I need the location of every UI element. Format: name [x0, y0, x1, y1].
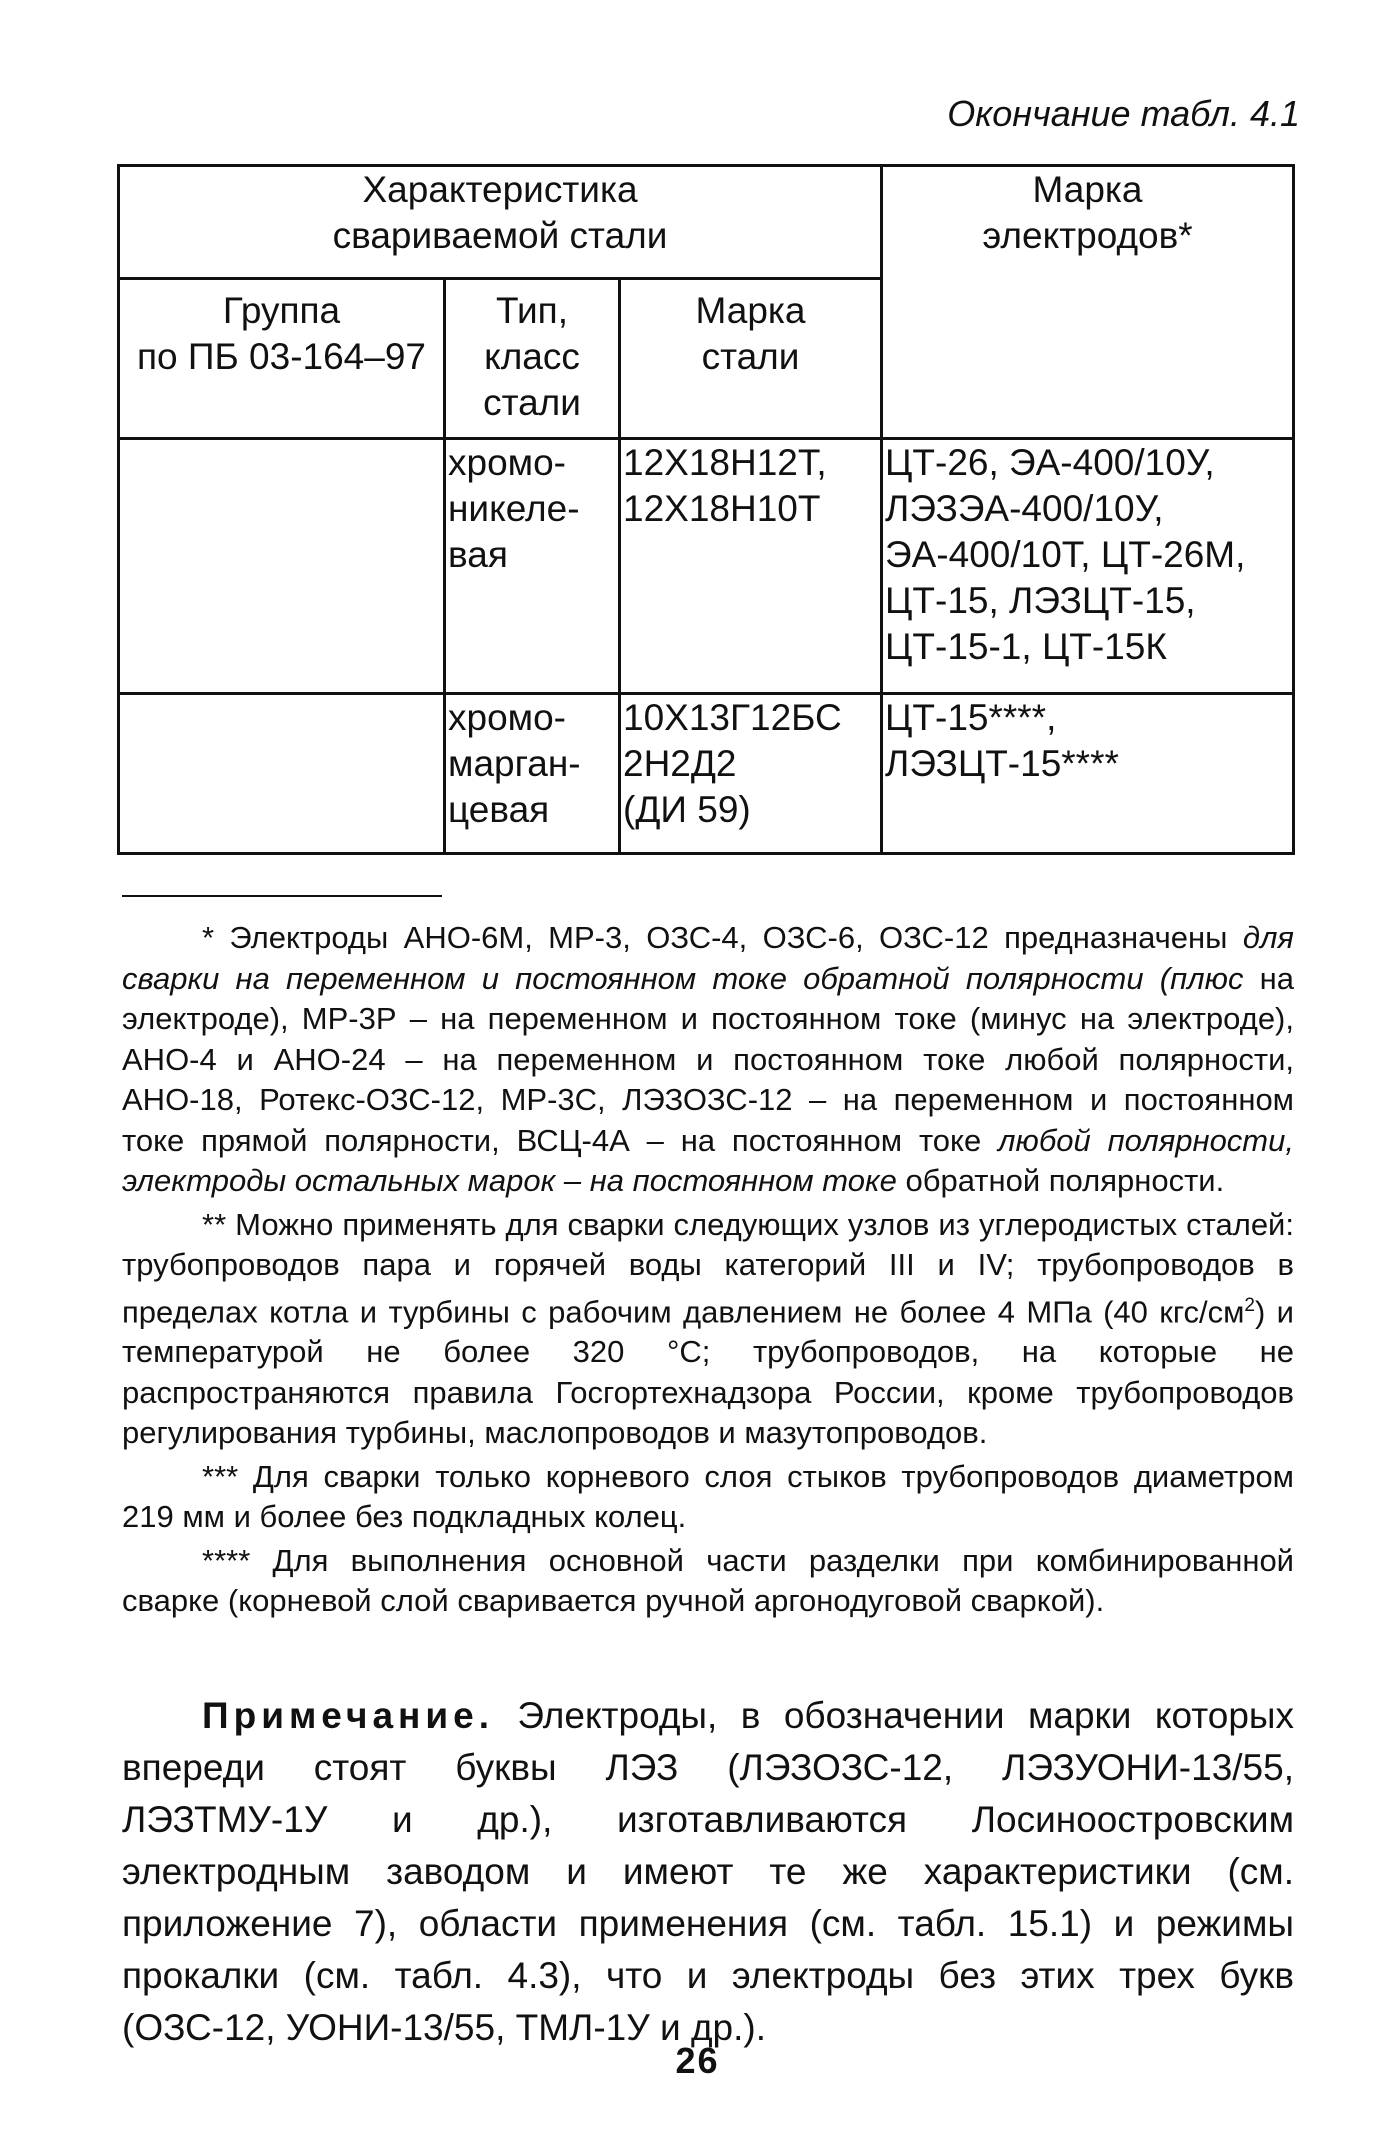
- cell-steel-grade: 12Х18Н12Т, 12Х18Н10Т: [620, 439, 882, 694]
- table-row: [119, 439, 1294, 694]
- cell-steel-grade: 10Х13Г12БС 2Н2Д2 (ДИ 59): [620, 694, 882, 854]
- header-electrode-brand: Марка электродов*: [882, 166, 1294, 439]
- header-steel-column: Марка стали: [620, 279, 882, 439]
- footnote-2: ** Можно применять для сварки следующих узлов из углеродистых сталей: трубопроводов пара и горячей воды категорий III и IV; трубопроводов в пределах котла и турбины с рабочим давлением не более 4 МПа (40 кгс/$см^2$) и температурой не более 320 °С; трубопроводов, на которые не распространяются правила Госгортехнадзора России, кроме трубопроводов регулирования турбины, маслопроводов и мазутопроводов.: [122, 1206, 1294, 1451]
- table-row: [119, 694, 1294, 854]
- header-type-column: Тип, класс стали: [445, 279, 620, 439]
- header-group-column: Группа по ПБ 03-164–97: [119, 279, 445, 439]
- remark-text: Электроды, в обозначении марки которых впереди стоят буквы ЛЭЗ (ЛЭЗОЗС-12, ЛЭЗУОНИ-13/55, ЛЭЗТМУ-1У и др.), изготавливаются Лосиноостровским электродным заводом и имеют те же характеристики (см. приложение 7), области применения (см. табл. 15.1) и режимы прокалки (см. табл. 4.3), что и электроды без этих трех букв (ОЗС-12, УОНИ-13/55, ТМЛ-1У и др.).: [122, 1695, 1294, 2048]
- cell-steel-type: хромо- марган- цевая: [445, 694, 620, 854]
- cell-group: [119, 439, 445, 694]
- cell-group: [119, 694, 445, 854]
- footnote-4: **** Для выполнения основной части разделки при комбинированной сварке (корневой слой сваривается ручной аргонодуговой сваркой).: [122, 1542, 1294, 1619]
- header-steel-characteristics: Характеристика свариваемой стали: [119, 166, 882, 279]
- remark: [122, 1690, 1294, 2054]
- footnotes: [122, 918, 1294, 1625]
- cell-steel-type: хромо- никеле- вая: [445, 439, 620, 694]
- remark-label: Примечание.: [202, 1695, 494, 1736]
- cell-electrodes: ЦТ-15****, ЛЭЗЦТ-15****: [882, 694, 1294, 854]
- table-caption: Окончание табл. 4.1: [947, 93, 1300, 134]
- footnote-divider: [122, 895, 442, 897]
- footnote-3: *** Для сварки только корневого слоя стыков трубопроводов диаметром 219 мм и более без подкладных колец.: [122, 1458, 1294, 1535]
- footnote-1: * Электроды АНО-6М, МР-3, ОЗС-4, ОЗС-6, ОЗС-12 предназначены для сварки на переменном и постоянном токе обратной полярности (плюс на электроде), МР-3Р – на переменном и постоянном токе (минус на электроде), АНО-4 и АНО-24 – на переменном и постоянном токе любой полярности, АНО-18, Ротекс-ОЗС-12, МР-3С, ЛЭЗОЗС-12 – на переменном и постоянном токе прямой полярности, ВСЦ-4А – на постоянном токе любой полярности, электроды остальных марок – на постоянном токе обратной полярности.: [122, 920, 1294, 1198]
- page-number: 26: [675, 2040, 720, 2081]
- electrodes-table: [117, 164, 1295, 855]
- cell-electrodes: ЦТ-26, ЭА-400/10У, ЛЭЗЭА-400/10У, ЭА-400/10Т, ЦТ-26М, ЦТ-15, ЛЭЗЦТ-15, ЦТ-15-1, ЦТ-15К: [882, 439, 1294, 694]
